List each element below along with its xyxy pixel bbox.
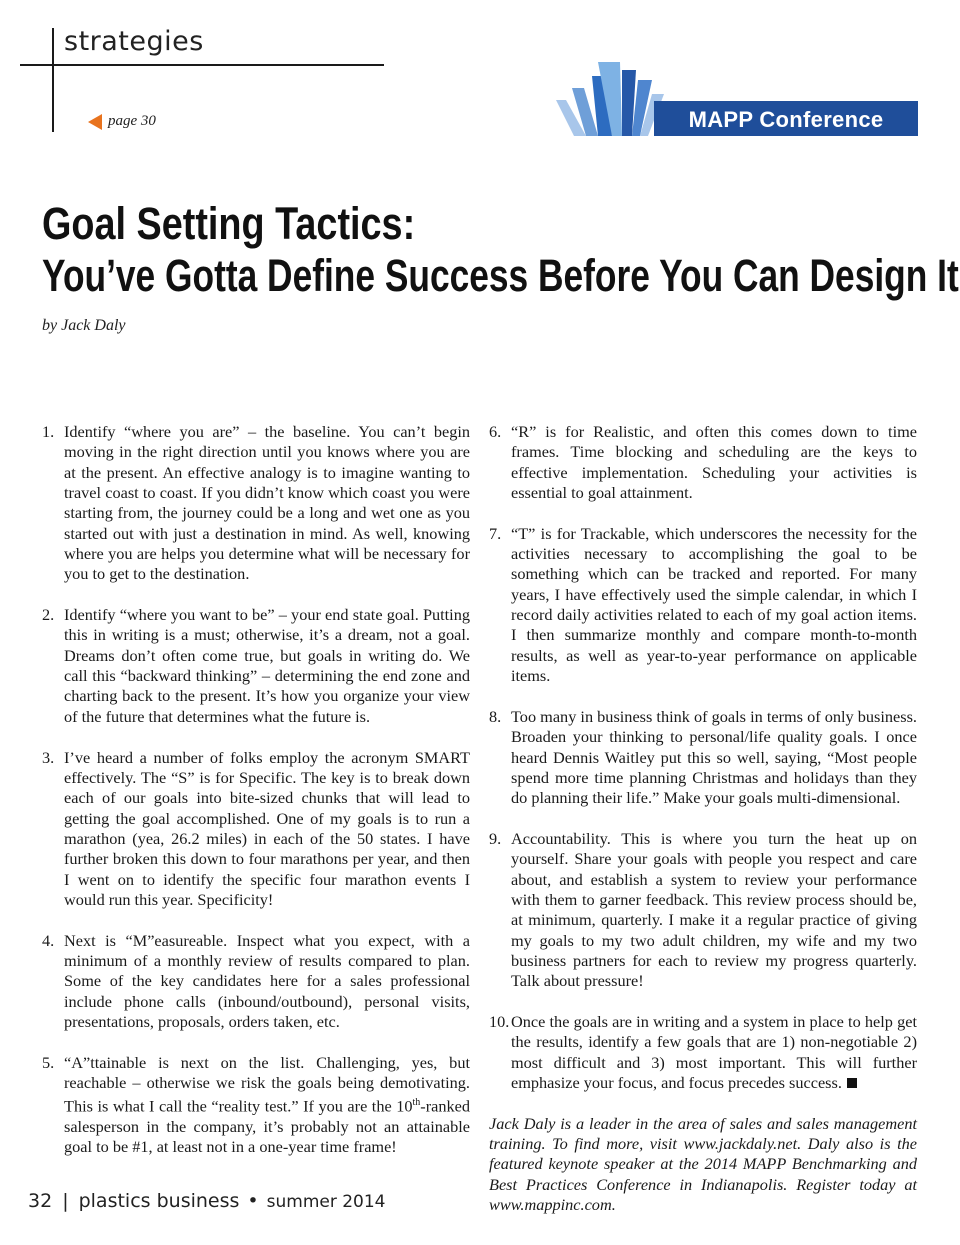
- item-number: 1.: [42, 422, 55, 441]
- item-text-start: “A”ttainable is next on the list. Challenging, yes, but reachable – otherwise we risk the goals being demotivating. This is what I call the “reality test.” If you are the 10: [64, 1052, 470, 1116]
- page-reference-label: page 30: [108, 113, 156, 129]
- right-column: [489, 422, 917, 1215]
- item-number: 10.: [489, 1011, 510, 1031]
- list-item: [42, 605, 470, 727]
- list-item: [42, 748, 470, 911]
- byline: by Jack Daly: [42, 317, 126, 334]
- header-vertical-rule: [52, 28, 54, 132]
- item-text: Identify “where you are” – the baseline. You can’t begin moving in the right direction until you knows where you are at the present. An effective analogy is to imagine wanting to travel coast to coast. If you didn’t know which coast you were starting from, the journey could be a long and wet one as you started out with just a destination in mind. As well, knowing where you are helps you determine what will be necessary for you to get to the destination.: [64, 422, 470, 584]
- conference-speaker-banner: MAPP Conference Speaker: [654, 101, 918, 136]
- author-bio: Jack Daly is a leader in the area of sales and sales management training. To find more, visit www.jackdaly.net. Daly also is the featured keynote speaker at the 2014 MAPP Benchmarking and Best Practices Conference in Indianapolis. Register today at www.mappinc.com.: [489, 1113, 917, 1215]
- end-mark-icon: [847, 1078, 857, 1088]
- item-number: 7.: [489, 523, 502, 543]
- item-text: [511, 1012, 917, 1093]
- arrow-left-icon: [88, 114, 102, 130]
- item-number: 4.: [42, 930, 55, 950]
- item-text: Next is “M”easureable. Inspect what you expect, with a minimum of a monthly review of results compared to plan. Some of the key candidates here for a sales professional include phone calls (inbound/outbound), personal visits, presentations, proposals, orders taken, etc.: [64, 930, 470, 1031]
- item-number: 3.: [42, 747, 55, 767]
- list-item: [42, 1053, 470, 1158]
- item-number: 8.: [489, 706, 502, 726]
- item-text: Accountability. This is where you turn the heat up on yourself. Share your goals with people you respect and care about, and establish a system to review your performance with them to garner feedback. This review process should be, at minimum, quarterly. I make it a regular practice of giving my goals to my two adult children, my wife and my two business partners for each to review my progress quarterly. Talk about pressure!: [511, 828, 917, 991]
- section-tag: strategies: [64, 26, 204, 57]
- item-number: 9.: [489, 828, 502, 848]
- list-item: [42, 931, 470, 1033]
- issue-label: summer 2014: [266, 1192, 386, 1212]
- list-item: [42, 422, 470, 585]
- list-item: [489, 829, 917, 992]
- item-text: [64, 1053, 470, 1158]
- ordinal-suffix: th: [412, 1097, 421, 1109]
- list-item: [489, 524, 917, 687]
- item-text: “T” is for Trackable, which underscores the necessity for the activities necessary to accomplishing the goal to be something which can be tracked and reported. For many years, I have effectively used the simple calendar, in which I record daily activities related to each of my goal action items. I then summarize monthly and compare month-to-month results, as well as year-to-year performance on applicable items.: [511, 523, 917, 686]
- list-item: [489, 422, 917, 503]
- item-text: I’ve heard a number of folks employ the acronym SMART effectively. The “S” is for Specific. The key is to break down each of our goals into bite-sized chunks that will lead to getting the goal accomplished. One of my goals is to run a marathon (yea, 26.2 miles) in each of the 50 states. I have further broken this down to four marathons per year, and then I went on to identify the specific four marathon events I would run this year. Specificity!: [64, 747, 470, 909]
- item-text-end: -ranked salesperson in the company, it’s probably not an attainable goal to be #1, at least not in a one-year time frame!: [64, 1096, 470, 1157]
- bullet-icon: •: [247, 1190, 259, 1212]
- article-title-line-2: You’ve Gotta Define Success Before You Can Design It: [42, 250, 959, 301]
- list-item: [489, 707, 917, 809]
- item-text: “R” is for Realistic, and often this comes down to time frames. Time blocking and scheduling are the keys to effective implementation. Scheduling your activities is essential to goal attainment.: [511, 422, 917, 503]
- page-number: 32: [28, 1190, 53, 1212]
- item-number: 5.: [42, 1052, 55, 1072]
- page-footer: [28, 1190, 386, 1212]
- footer-separator: |: [62, 1190, 69, 1212]
- publication-name: plastics business: [78, 1190, 240, 1212]
- item-text: Too many in business think of goals in terms of only business. Broaden your thinking to personal/life quality goals. I once heard Dennis Waitley put this so well, saying, “Most people spend more time planning Christmas and holidays than they do planning their life.” Make your goals multi-dimensional.: [511, 706, 917, 808]
- item-number: 2.: [42, 605, 55, 625]
- item-number: 6.: [489, 422, 502, 441]
- item-text: Identify “where you want to be” – your end state goal. Putting this in writing is a must; otherwise, it’s a dream, not a goal. Dreams don’t often come true, but goals in writing do. We call this “backward thinking” – determining the end zone and charting back to the present. It’s how you organize your view of the future that determines what the future is.: [64, 605, 470, 726]
- page-reference[interactable]: [88, 113, 156, 130]
- header-horizontal-rule: [20, 64, 384, 66]
- left-column: [42, 422, 470, 1178]
- article-title-line-1: Goal Setting Tactics:: [42, 198, 416, 249]
- item-text-content: Once the goals are in writing and a system in place to help get the results, identify a few goals that are 1) non-negotiable 2) most difficult and 3) most important. This will further emphasize your focus, and focus precedes success.: [511, 1011, 917, 1092]
- list-item: [489, 1012, 917, 1093]
